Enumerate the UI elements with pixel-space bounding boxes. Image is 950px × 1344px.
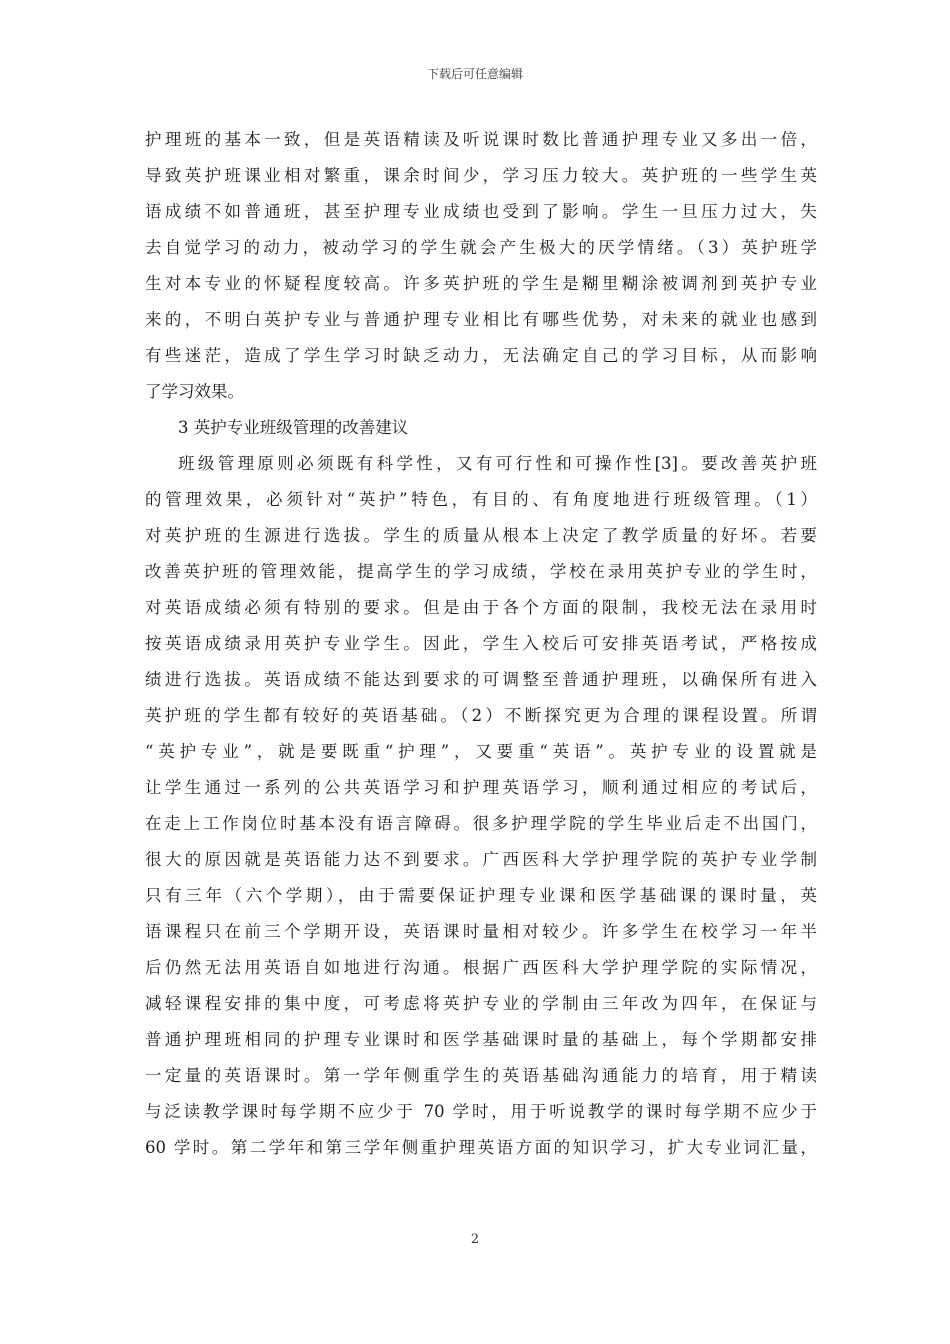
body-text-line: 英护班的学生都有较好的英语基础。（2）不断探究更为合理的课程设置。所谓 <box>145 706 817 725</box>
body-text-line: 生对本专业的怀疑程度较高。许多英护班的学生是糊里糊涂被调剂到英护专业 <box>145 274 817 293</box>
body-text-line: 来的，不明白英护专业与普通护理专业相比有哪些优势，对未来的就业也感到 <box>145 310 817 329</box>
page-header: 下载后可任意编辑 <box>426 67 523 81</box>
body-text-line: 语课程只在前三个学期开设，英语课时量相对较少。许多学生在校学习一年半 <box>145 922 817 941</box>
body-text-line: 对英护班的生源进行选拔。学生的质量从根本上决定了教学质量的好坏。若要 <box>145 526 817 545</box>
body-text-line: 去自觉学习的动力，被动学习的学生就会产生极大的厌学情绪。（3）英护班学 <box>145 238 817 257</box>
body-text-line: 按英语成绩录用英护专业学生。因此，学生入校后可安排英语考试，严格按成 <box>145 634 817 653</box>
body-text-line: 让学生通过一系列的公共英语学习和护理英语学习，顺利通过相应的考试后， <box>145 778 817 797</box>
body-text-line: 60 学时。第二学年和第三学年侧重护理英语方面的知识学习，扩大专业词汇量， <box>145 1138 817 1157</box>
body-text-line: 在走上工作岗位时基本没有语言障碍。很多护理学院的学生毕业后走不出国门， <box>145 814 817 833</box>
body-text-line: 改善英护班的管理效能，提高学生的学习成绩，学校在录用英护专业的学生时， <box>145 562 817 581</box>
body-text-line: 一定量的英语课时。第一学年侧重学生的英语基础沟通能力的培育，用于精读 <box>145 1066 817 1085</box>
body-text-line: 很大的原因就是英语能力达不到要求。广西医科大学护理学院的英护专业学制 <box>145 850 817 869</box>
body-text-line: 了学习效果。 <box>145 382 244 401</box>
body-text-line: 减轻课程安排的集中度，可考虑将英护专业的学制由三年改为四年，在保证与 <box>145 994 817 1013</box>
body-text-line: 护理班的基本一致，但是英语精读及听说课时数比普通护理专业又多出一倍， <box>145 130 817 149</box>
body-text-line: 语成绩不如普通班，甚至护理专业成绩也受到了影响。学生一旦压力过大，失 <box>145 202 817 221</box>
body-text-line: 导致英护班课业相对繁重，课余时间少，学习压力较大。英护班的一些学生英 <box>145 166 817 185</box>
section-heading: 3 英护专业班级管理的改善建议 <box>178 418 409 437</box>
page-number: 2 <box>470 1232 480 1247</box>
body-text-line: “英护专业”，就是要既重“护理”，又要重“英语”。英护专业的设置就是 <box>145 742 817 761</box>
body-text-line: 绩进行选拔。英语成绩不能达到要求的可调整至普通护理班，以确保所有进入 <box>145 670 817 689</box>
body-text-line: 普通护理班相同的护理专业课时和医学基础课时量的基础上，每个学期都安排 <box>145 1030 817 1049</box>
body-text-line: 只有三年（六个学期），由于需要保证护理专业课和医学基础课的课时量，英 <box>145 886 817 905</box>
body-text-line: 有些迷茫，造成了学生学习时缺乏动力，无法确定自己的学习目标，从而影响 <box>145 346 817 365</box>
body-text-line: 班级管理原则必须既有科学性，又有可行性和可操作性[3]。要改善英护班 <box>178 454 817 473</box>
body-text-line: 后仍然无法用英语自如地进行沟通。根据广西医科大学护理学院的实际情况， <box>145 958 817 977</box>
body-text-line: 的管理效果，必须针对“英护”特色，有目的、有角度地进行班级管理。（1） <box>145 490 817 509</box>
body-text-line: 对英语成绩必须有特别的要求。但是由于各个方面的限制，我校无法在录用时 <box>145 598 817 617</box>
body-text-line: 与泛读教学课时每学期不应少于 70 学时，用于听说教学的课时每学期不应少于 <box>145 1102 817 1121</box>
document-body <box>145 122 817 1166</box>
